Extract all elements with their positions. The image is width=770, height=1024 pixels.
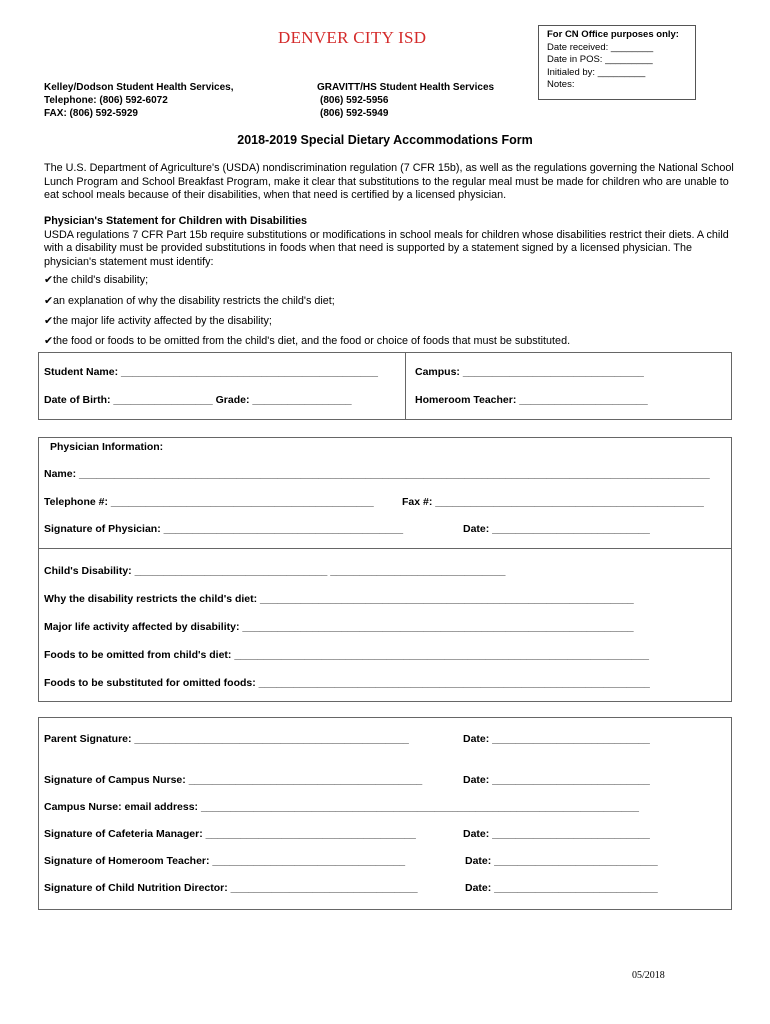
physician-box-divider xyxy=(38,548,732,549)
campus-field[interactable]: Campus: _______________________________ xyxy=(415,366,644,378)
checklist-item: ✔the food or foods to be omitted from the child's diet, and the food or choice of foods that must be substituted. xyxy=(44,335,571,347)
office-notes: Notes: xyxy=(547,79,575,90)
foods-omitted-field[interactable]: Foods to be omitted from child's diet: _______________________________________________________________________ xyxy=(44,649,649,661)
physician-statement-body: USDA regulations 7 CFR Part 15b require substitutions or modifications in school meals for children whose disabilities restrict their diets. A child with a disability must be provided substitutions in foods when that need is supported by a statement signed by a licensed physician. The physician's statement must identify: xyxy=(44,228,729,268)
office-initialed-by: Initialed by: _________ xyxy=(547,66,646,78)
physician-info-title: Physician Information: xyxy=(50,441,164,453)
physician-fax-field[interactable]: Fax #: ______________________________________________ xyxy=(402,496,704,508)
foods-substituted-field[interactable]: Foods to be substituted for omitted foods: ___________________________________________________________________ xyxy=(44,677,650,689)
nutrition-director-signature-date[interactable]: Date: ____________________________ xyxy=(465,882,658,894)
office-date-received: Date received: ________ xyxy=(547,41,654,53)
office-use-box xyxy=(538,25,696,100)
nutrition-director-signature-field[interactable]: Signature of Child Nutrition Director: ________________________________ xyxy=(44,882,418,894)
childs-disability-field[interactable]: Child's Disability: _________________________________ ______________________________ xyxy=(44,565,506,577)
physician-statement xyxy=(44,215,734,269)
why-restricts-field[interactable]: Why the disability restricts the child's diet: ________________________________________________________________ xyxy=(44,593,634,605)
cafeteria-manager-signature-date[interactable]: Date: ___________________________ xyxy=(463,828,650,840)
right-contact-phone-2: (806) 592-5949 xyxy=(320,108,389,119)
parent-signature-date[interactable]: Date: ___________________________ xyxy=(463,733,650,745)
district-name: DENVER CITY ISD xyxy=(278,28,427,47)
campus-nurse-signature-date[interactable]: Date: ___________________________ xyxy=(463,774,650,786)
student-box-divider xyxy=(405,352,406,420)
left-contact-name: Kelley/Dodson Student Health Services, xyxy=(44,82,234,93)
footer-revision-date: 05/2018 xyxy=(632,970,665,981)
intro-paragraph: The U.S. Department of Agriculture's (USDA) nondiscrimination regulation (7 CFR 15b), as well as the regulations governing the National School Lunch Program and School Breakfast Program, make it clear that substitutions to the regular meal must be made for children who are unable to eat school meals because of their disabilities, when that need is certified by a licensed physician. xyxy=(44,162,734,201)
major-activity-field[interactable]: Major life activity affected by disability: ___________________________________________________________________ xyxy=(44,621,634,633)
checklist-item: ✔an explanation of why the disability restricts the child's diet; xyxy=(44,295,335,307)
left-contact-telephone: Telephone: (806) 592-6072 xyxy=(44,95,168,106)
campus-nurse-signature-field[interactable]: Signature of Campus Nurse: ________________________________________ xyxy=(44,774,423,786)
homeroom-teacher-signature-date[interactable]: Date: ____________________________ xyxy=(465,855,658,867)
student-name-field[interactable]: Student Name: ____________________________________________ xyxy=(44,366,378,378)
physician-signature-field[interactable]: Signature of Physician: _________________________________________ xyxy=(44,523,404,535)
cafeteria-manager-signature-field[interactable]: Signature of Cafeteria Manager: ____________________________________ xyxy=(44,828,416,840)
campus-nurse-email-field[interactable]: Campus Nurse: email address: ___________________________________________________________________________ xyxy=(44,801,639,813)
physician-name-field[interactable]: Name: ____________________________________________________________________________________________________________ xyxy=(44,468,710,480)
physician-date-field[interactable]: Date: ___________________________ xyxy=(463,523,650,535)
left-contact-fax: FAX: (806) 592-5929 xyxy=(44,108,138,119)
form-title: 2018-2019 Special Dietary Accommodations Form xyxy=(237,133,533,147)
left-contact-block xyxy=(44,81,234,120)
right-contact-block xyxy=(317,81,494,120)
checklist-item: ✔the major life activity affected by the disability; xyxy=(44,315,272,327)
checklist-item: ✔the child's disability; xyxy=(44,274,149,286)
homeroom-teacher-field[interactable]: Homeroom Teacher: ______________________ xyxy=(415,394,648,406)
office-date-in-pos: Date in POS: _________ xyxy=(547,54,653,65)
right-contact-phone-1: (806) 592-5956 xyxy=(320,95,389,106)
dob-grade-field[interactable]: Date of Birth: _________________ Grade: _________________ xyxy=(44,394,352,406)
right-contact-name: GRAVITT/HS Student Health Services xyxy=(317,82,495,93)
parent-signature-field[interactable]: Parent Signature: _______________________________________________ xyxy=(44,733,409,745)
physician-telephone-field[interactable]: Telephone #: _____________________________________________ xyxy=(44,496,374,508)
physician-statement-heading: Physician's Statement for Children with Disabilities xyxy=(44,215,307,227)
office-box-title: For CN Office purposes only: xyxy=(547,29,679,40)
student-info-box xyxy=(38,352,732,420)
homeroom-teacher-signature-field[interactable]: Signature of Homeroom Teacher: _________________________________ xyxy=(44,855,406,867)
